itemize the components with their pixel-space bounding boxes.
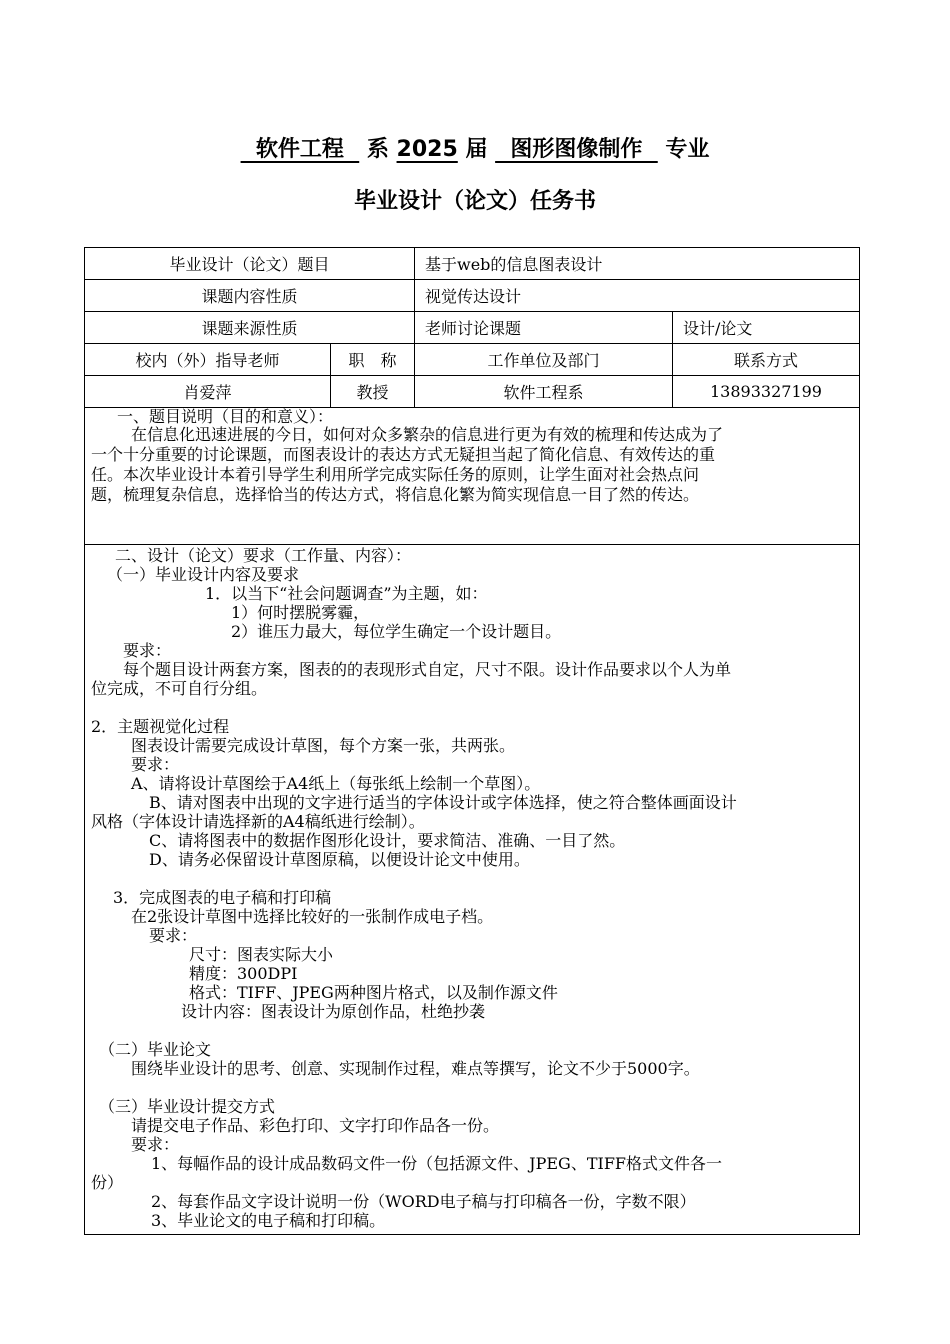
source-label: 课题来源性质 <box>84 311 415 344</box>
advisor-phone: 13893327199 <box>672 375 860 408</box>
section2-line: 围绕毕业设计的思考、创意、实现制作过程，难点等撰写，论文不少于5000字。 <box>131 1059 700 1078</box>
section2-line: D、请务必保留设计草图原稿，以便设计论文中使用。 <box>149 850 530 869</box>
major-name: 图形图像制作 <box>495 137 658 162</box>
contact-header: 联系方式 <box>672 343 860 376</box>
section1-line: 一个十分重要的讨论课题，而图表设计的表达方式无疑担当起了简化信息、有效传达的重 <box>91 445 716 464</box>
subsection-heading: （一）毕业设计内容及要求 <box>107 565 300 584</box>
section2-line: 格式：TIFF、JPEG两种图片格式，以及制作源文件 <box>189 983 558 1002</box>
advisor-name: 肖爱萍 <box>84 375 331 408</box>
advisor-unit: 软件工程系 <box>414 375 673 408</box>
document-title: 毕业设计（论文）任务书 <box>353 189 596 214</box>
section2-line: 图表设计需要完成设计草图，每个方案一张，共两张。 <box>131 736 516 755</box>
advisor-header: 校内（外）指导老师 <box>84 343 331 376</box>
section2-line: 2、每套作品文字设计说明一份（WORD电子稿与打印稿各一份，字数不限） <box>151 1192 696 1211</box>
section2-line: 2）谁压力最大，每位学生确定一个设计题目。 <box>231 622 562 641</box>
section2-line: 每个题目设计两套方案，图表的的表现形式自定，尺寸不限。设计作品要求以个人为单 <box>123 660 732 679</box>
subsection-heading: （三）毕业设计提交方式 <box>99 1097 276 1116</box>
topic-label: 毕业设计（论文）题目 <box>84 247 415 280</box>
section1-heading: 一、题目说明（目的和意义）： <box>117 407 334 426</box>
graduation-year: 2025 <box>396 137 458 162</box>
section2-line: 要求： <box>149 926 198 945</box>
nature-value: 视觉传达设计 <box>414 279 860 312</box>
section1-line: 任。本次毕业设计本着引导学生利用所学完成实际任务的原则，让学生面对社会热点问 <box>91 465 700 484</box>
section1-line: 题，梳理复杂信息，选择恰当的传达方式，将信息化繁为简实现信息一目了然的传达。 <box>91 485 700 504</box>
section2-line: B、请对图表中出现的文字进行适当的字体设计或字体选择，使之符合整体画面设计 <box>149 793 737 812</box>
department-name: 软件工程 <box>240 137 360 162</box>
document-header-line <box>0 132 950 163</box>
section2-line: 份） <box>91 1173 124 1192</box>
major-suffix: 专业 <box>657 137 710 162</box>
section2-line: 设计内容：图表设计为原创作品，杜绝抄袭 <box>181 1002 486 1021</box>
section2-line: 精度：300DPI <box>189 964 298 983</box>
section2-line: 位完成，不可自行分组。 <box>91 679 268 698</box>
source-value: 老师讨论课题 <box>414 311 673 344</box>
unit-header: 工作单位及部门 <box>414 343 673 376</box>
section2-line: 要求： <box>131 1135 180 1154</box>
section2-line: 在2张设计草图中选择比较好的一张制作成电子档。 <box>131 907 494 926</box>
year-suffix: 届 <box>457 137 496 162</box>
advisor-title: 教授 <box>330 375 415 408</box>
section2-heading: 二、设计（论文）要求（工作量、内容）： <box>115 546 412 565</box>
section2-line: 请提交电子作品、彩色打印、文字打印作品各一份。 <box>131 1116 500 1135</box>
nature-label: 课题内容性质 <box>84 279 415 312</box>
section2-line: 风格（字体设计请选择新的A4稿纸进行绘制）。 <box>91 812 425 831</box>
design-requirements-section <box>84 544 860 1235</box>
subsection-heading: 2．主题视觉化过程 <box>91 717 230 736</box>
source-type: 设计/论文 <box>672 311 860 344</box>
section2-line: A、请将设计草图绘于A4纸上（每张纸上绘制一个草图）。 <box>131 774 541 793</box>
section2-line: 1、每幅作品的设计成品数码文件一份（包括源文件、JPEG、TIFF格式文件各一 <box>151 1154 723 1173</box>
title-header: 职 称 <box>330 343 415 376</box>
section2-line: C、请将图表中的数据作图形化设计，要求简洁、准确、一目了然。 <box>149 831 626 850</box>
topic-description-section <box>84 407 860 545</box>
subsection-heading: （二）毕业论文 <box>99 1040 212 1059</box>
section2-line: 1．以当下“社会问题调查”为主题，如： <box>205 584 488 603</box>
section2-line: 3、毕业论文的电子稿和打印稿。 <box>151 1211 386 1230</box>
section1-line: 在信息化迅速进展的今日，如何对众多繁杂的信息进行更为有效的梳理和传达成为了 <box>131 425 724 444</box>
section2-line: 1）何时摆脱雾霾， <box>231 603 370 622</box>
section2-line: 要求： <box>123 641 172 660</box>
section2-line: 尺寸：图表实际大小 <box>189 945 334 964</box>
topic-value: 基于web的信息图表设计 <box>414 247 860 280</box>
department-suffix: 系 <box>359 137 397 162</box>
subsection-heading: 3．完成图表的电子稿和打印稿 <box>113 888 332 907</box>
section2-line: 要求： <box>131 755 180 774</box>
